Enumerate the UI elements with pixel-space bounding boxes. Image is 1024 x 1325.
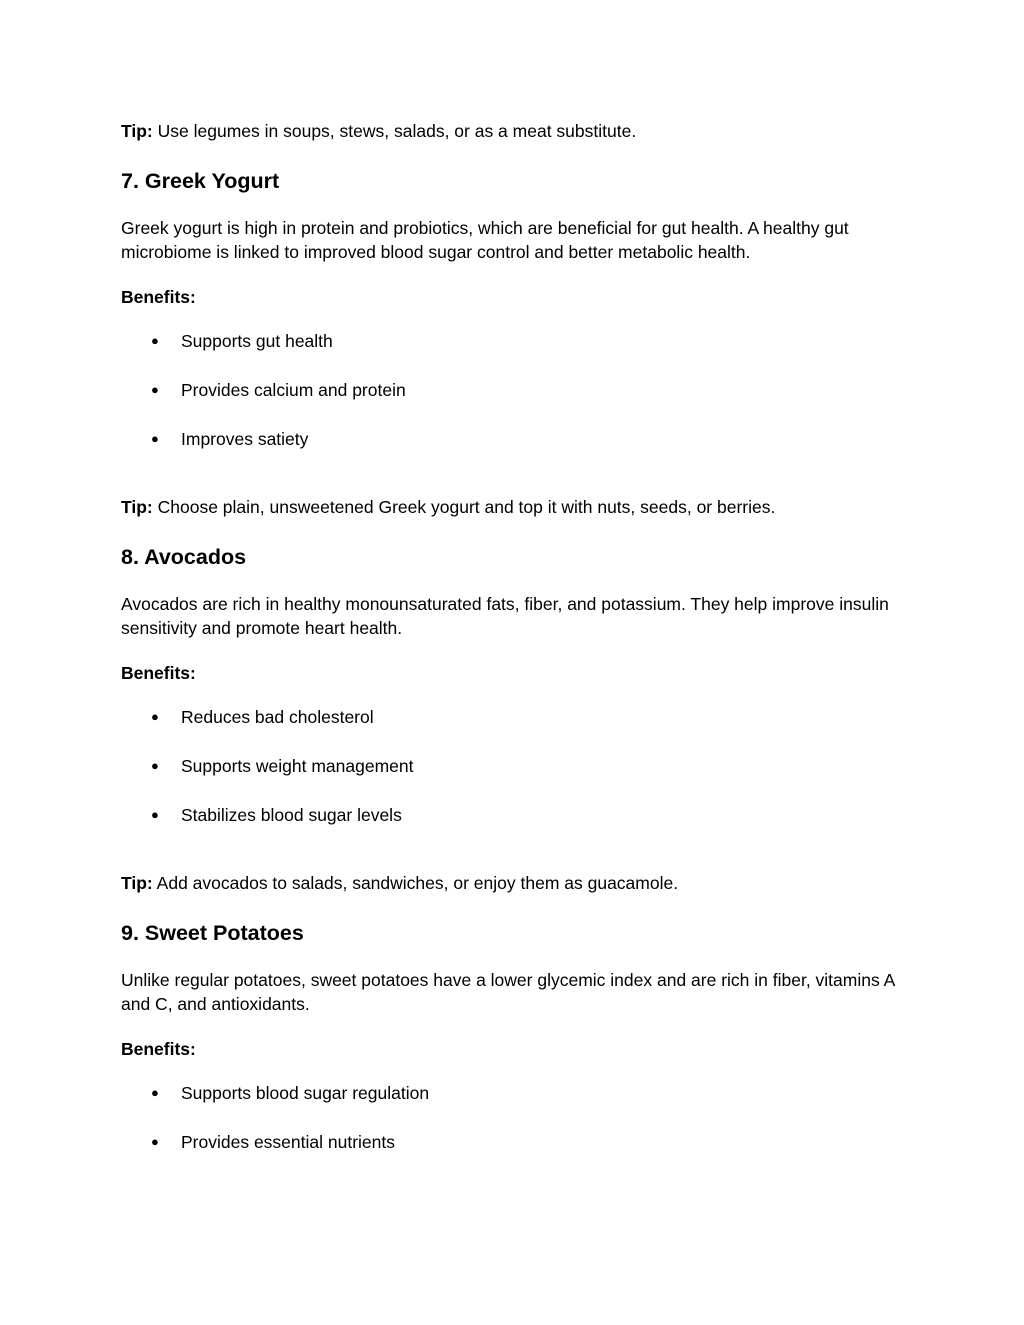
tip-paragraph xyxy=(121,495,911,519)
list-item xyxy=(151,329,333,353)
tip-text: Add avocados to salads, sandwiches, or enjoy them as guacamole. xyxy=(152,873,679,893)
tip-text: Use legumes in soups, stews, salads, or as a meat substitute. xyxy=(152,121,637,141)
list-item xyxy=(151,803,402,827)
section-intro-avocados: Avocados are rich in healthy monounsaturated fats, fiber, and potassium. They help improve insulin sensitivity and promote heart health. xyxy=(121,594,889,638)
list-item xyxy=(151,1081,429,1105)
section-heading-sweet-potatoes: 9. Sweet Potatoes xyxy=(121,921,304,945)
bullet-icon: ● xyxy=(151,807,159,822)
list-item-text: Supports weight management xyxy=(181,756,414,776)
tip-label: Tip: xyxy=(121,497,153,517)
tip-text: Choose plain, unsweetened Greek yogurt and top it with nuts, seeds, or berries. xyxy=(152,497,776,517)
bullet-icon: ● xyxy=(151,1085,159,1100)
list-item-text: Provides essential nutrients xyxy=(181,1132,395,1152)
tip-paragraph xyxy=(121,119,911,143)
bullet-icon: ● xyxy=(151,758,159,773)
list-item-text: Reduces bad cholesterol xyxy=(181,707,374,727)
section-intro-greek-yogurt: Greek yogurt is high in protein and probiotics, which are beneficial for gut health. A healthy gut microbiome is linked to improved blood sugar control and better metabolic health. xyxy=(121,218,849,262)
bullet-icon: ● xyxy=(151,1134,159,1149)
bullet-icon: ● xyxy=(151,333,159,348)
list-item-text: Stabilizes blood sugar levels xyxy=(181,805,402,825)
bullet-icon: ● xyxy=(151,431,159,446)
list-item xyxy=(151,378,406,402)
list-item xyxy=(151,705,374,729)
tip-paragraph xyxy=(121,871,911,895)
tip-label: Tip: xyxy=(121,873,153,893)
benefits-label: Benefits: xyxy=(121,287,196,307)
benefits-label: Benefits: xyxy=(121,1039,196,1059)
list-item-text: Improves satiety xyxy=(181,429,309,449)
tip-label: Tip: xyxy=(121,121,153,141)
list-item-text: Provides calcium and protein xyxy=(181,380,406,400)
list-item xyxy=(151,1130,395,1154)
list-item xyxy=(151,754,414,778)
bullet-icon: ● xyxy=(151,709,159,724)
section-heading-greek-yogurt: 7. Greek Yogurt xyxy=(121,169,280,193)
benefits-label: Benefits: xyxy=(121,663,196,683)
section-heading-avocados: 8. Avocados xyxy=(121,545,247,569)
list-item xyxy=(151,427,308,451)
bullet-icon: ● xyxy=(151,382,159,397)
list-item-text: Supports blood sugar regulation xyxy=(181,1083,430,1103)
section-intro-sweet-potatoes: Unlike regular potatoes, sweet potatoes have a lower glycemic index and are rich in fiber, vitamins A and C, and antioxidants. xyxy=(121,970,895,1014)
list-item-text: Supports gut health xyxy=(181,331,333,351)
